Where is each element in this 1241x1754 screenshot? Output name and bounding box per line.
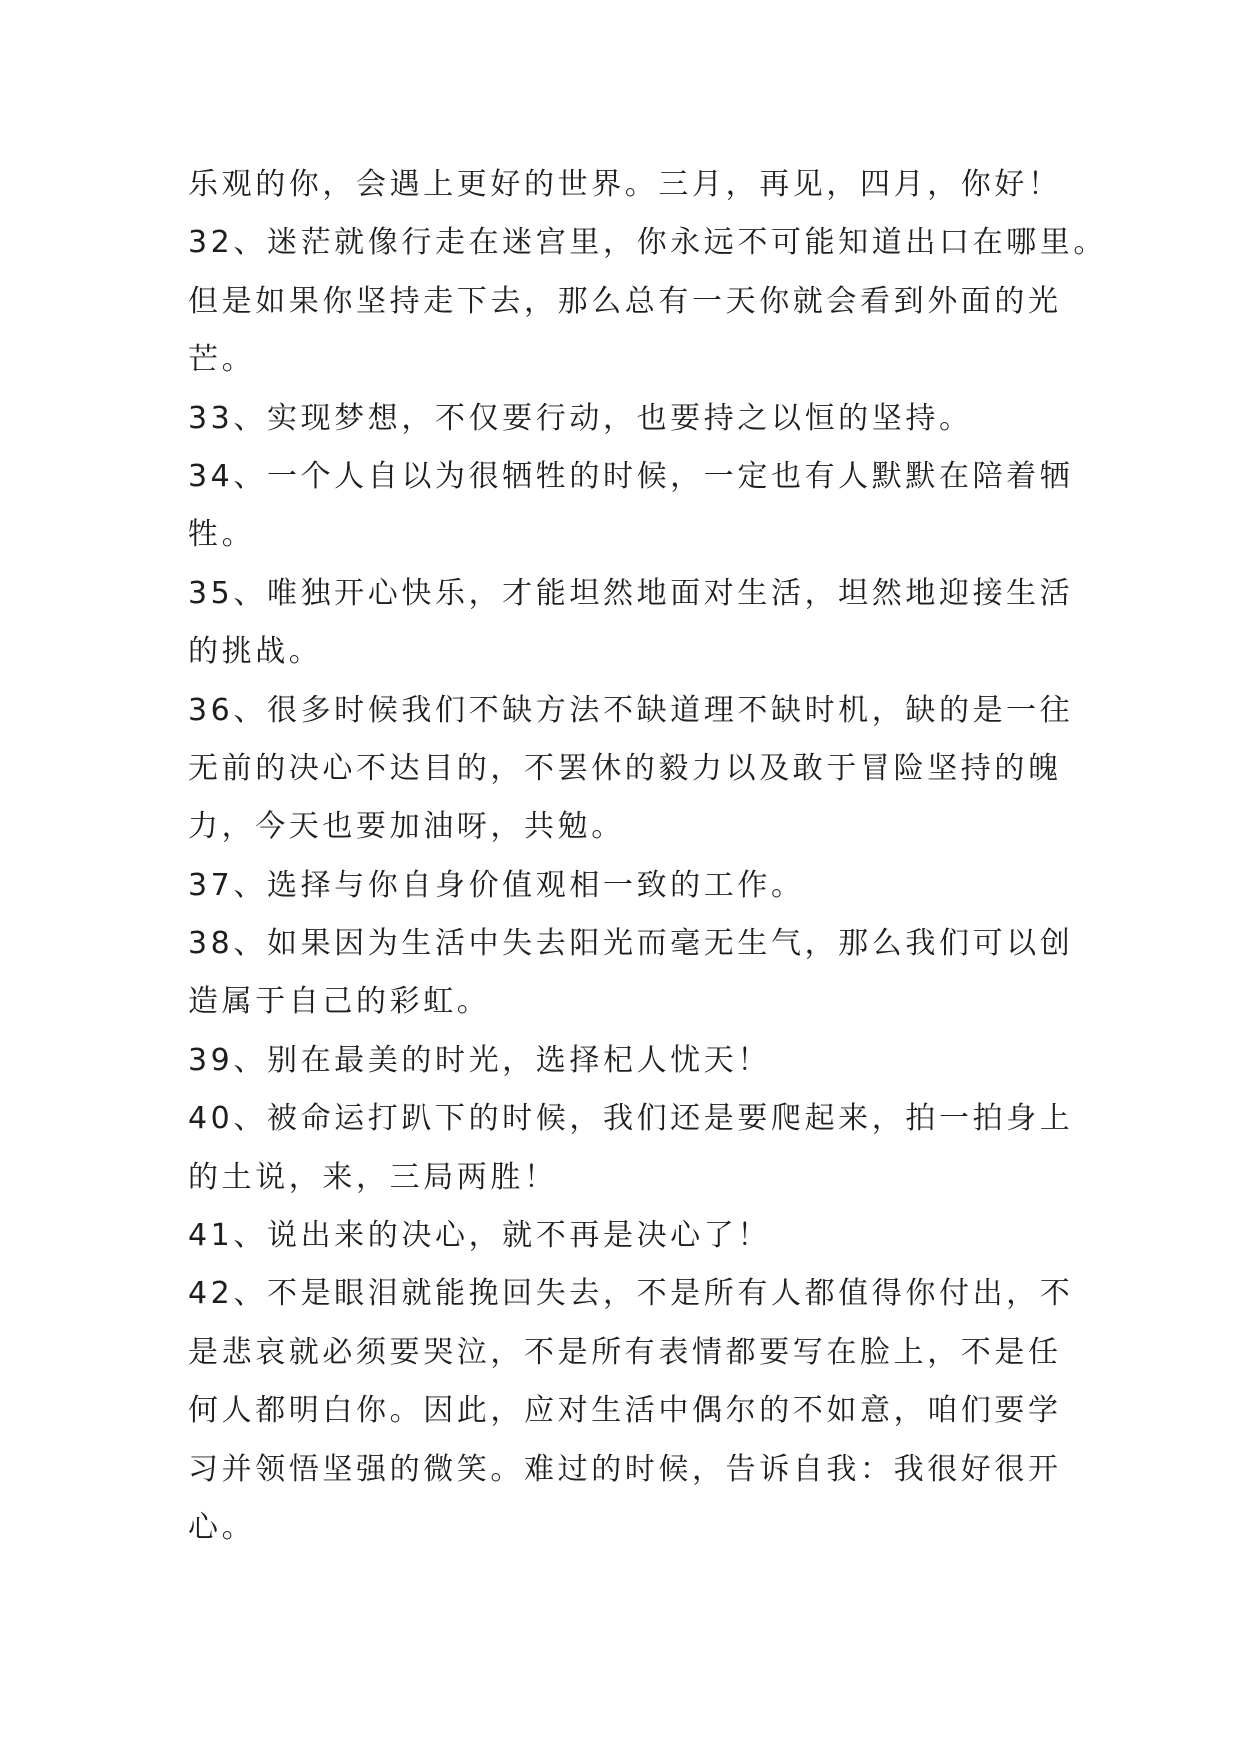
text-line: 但是如果你坚持走下去，那么总有一天你就会看到外面的光: [188, 283, 1062, 319]
text-line: 33、实现梦想，不仅要行动，也要持之以恒的坚持。: [188, 400, 973, 436]
text-line: 乐观的你，会遇上更好的世界。三月，再见，四月，你好！: [188, 167, 1062, 202]
text-line: 无前的决心不达目的，不罢休的毅力以及敢于冒险坚持的魄: [188, 750, 1062, 786]
text-line: 牲。: [188, 517, 256, 553]
text-line: 35、唯独开心快乐，才能坦然地面对生活，坦然地迎接生活: [188, 575, 1074, 611]
text-line: 的挑战。: [188, 634, 323, 670]
text-line: 力，今天也要加油呀，共勉。: [188, 809, 625, 845]
text-line: 的土说，来，三局两胜！: [188, 1159, 558, 1195]
text-line: 是悲哀就必须要哭泣，不是所有表情都要写在脸上，不是任: [188, 1334, 1062, 1370]
text-line: 38、如果因为生活中失去阳光而毫无生气，那么我们可以创: [188, 926, 1074, 962]
text-line: 40、被命运打趴下的时候，我们还是要爬起来，拍一拍身上: [188, 1101, 1074, 1137]
text-line: 习并领悟坚强的微笑。难过的时候，告诉自我：我很好很开: [188, 1451, 1062, 1487]
text-line: 何人都明白你。因此，应对生活中偶尔的不如意，咱们要学: [188, 1393, 1062, 1429]
body-text: [188, 156, 1107, 1557]
text-line: 芒。: [188, 342, 256, 378]
text-line: 41、说出来的决心，就不再是决心了！: [188, 1218, 771, 1254]
text-line: 32、迷茫就像行走在迷宫里，你永远不可能知道出口在哪里。: [188, 225, 1107, 261]
text-line: 心。: [188, 1509, 256, 1545]
text-line: 42、不是眼泪就能挽回失去，不是所有人都值得你付出，不: [188, 1276, 1074, 1312]
text-line: 34、一个人自以为很牺牲的时候，一定也有人默默在陪着牺: [188, 458, 1074, 494]
text-line: 39、别在最美的时光，选择杞人忧天！: [188, 1042, 771, 1078]
text-line: 36、很多时候我们不缺方法不缺道理不缺时机，缺的是一往: [188, 692, 1074, 728]
text-line: 37、选择与你自身价值观相一致的工作。: [188, 867, 805, 903]
text-line: 造属于自己的彩虹。: [188, 984, 491, 1020]
